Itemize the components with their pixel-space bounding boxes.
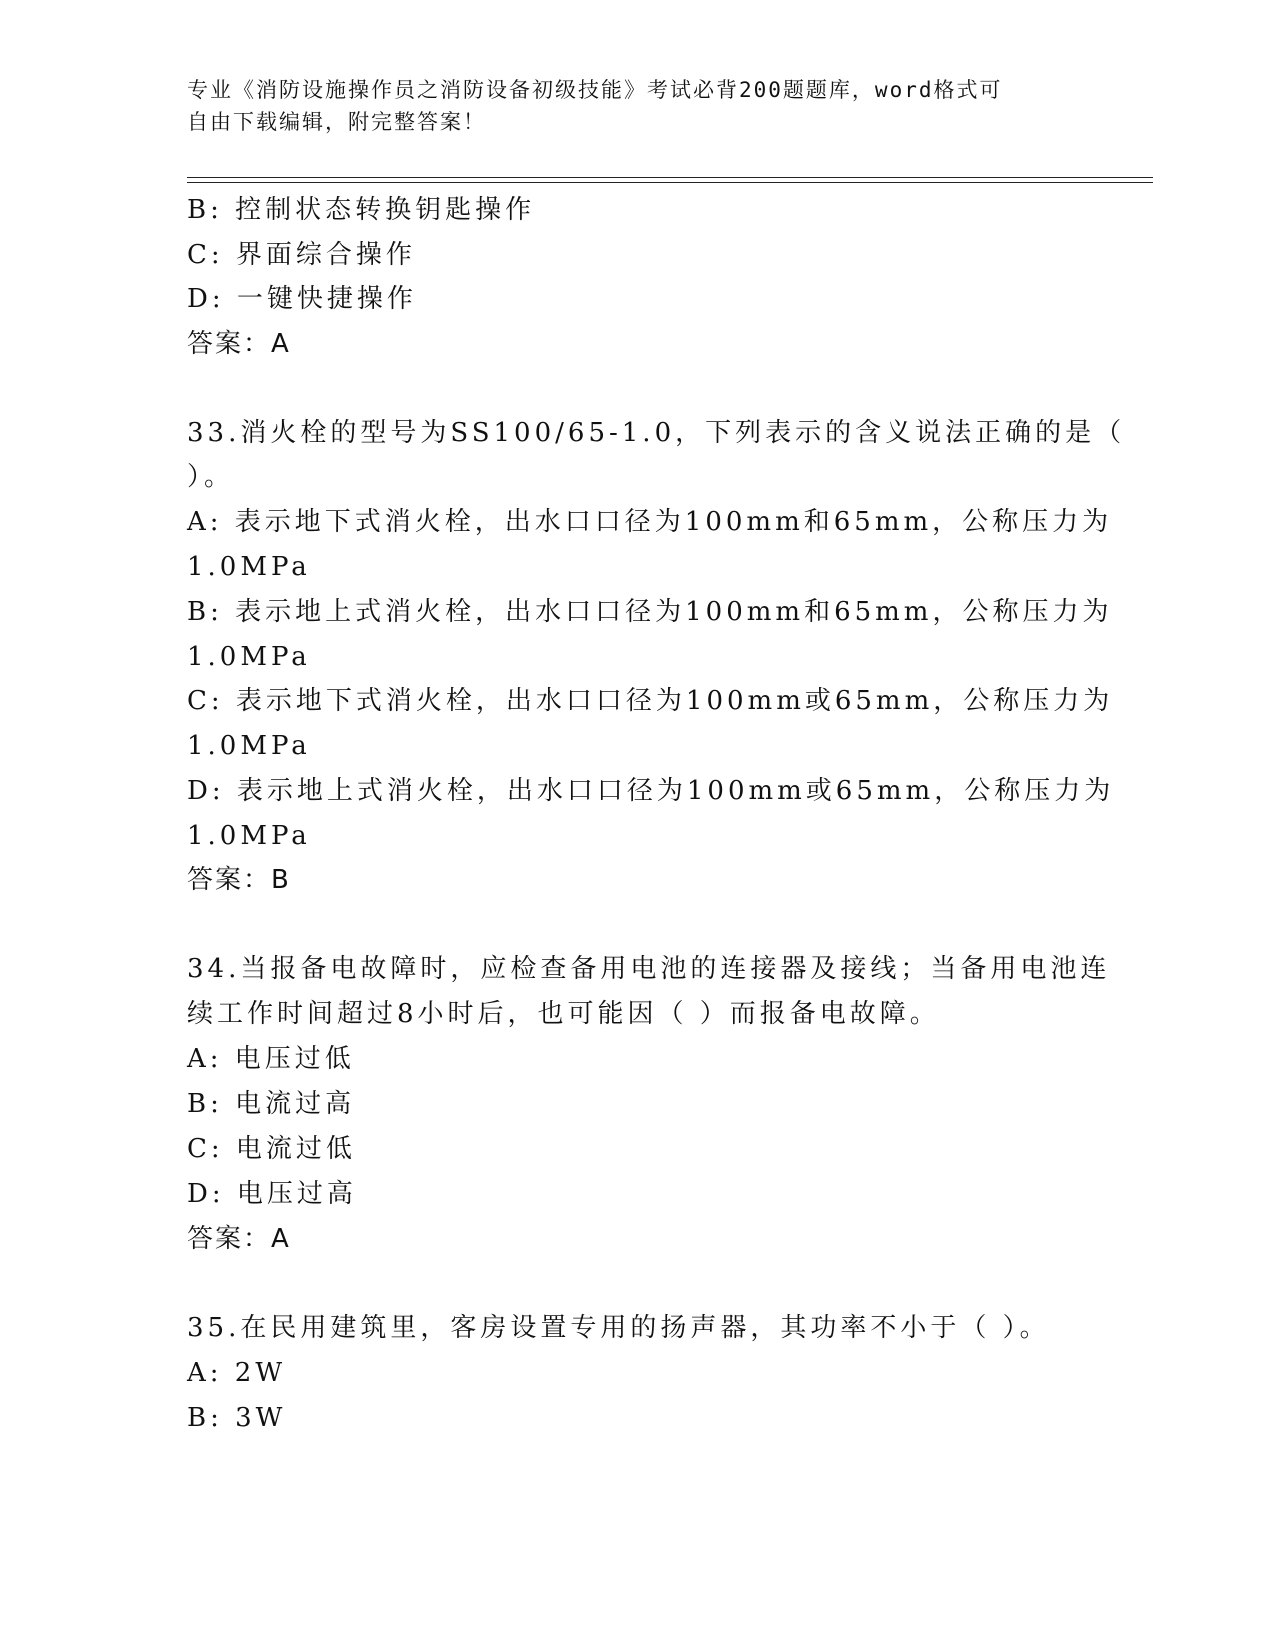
q33-option-c-line-2: 1.0MPa <box>187 731 311 761</box>
q33-option-a-line-1: A: 表示地下式消火栓，出水口口径为100mm和65mm，公称压力为 <box>187 507 1113 537</box>
q33-option-b-line-2: 1.0MPa <box>187 642 311 672</box>
q32-option-c: C: 界面综合操作 <box>187 240 416 270</box>
q35-option-b: B: 3W <box>187 1403 287 1433</box>
header-divider-bottom <box>187 182 1153 183</box>
q34-stem-line-2: 续工作时间超过8小时后，也可能因（ ）而报备电故障。 <box>187 999 940 1029</box>
q35-stem-line-1: 35.在民用建筑里，客房设置专用的扬声器，其功率不小于（ ）。 <box>187 1313 1050 1343</box>
header-divider-top <box>187 177 1153 178</box>
q34-stem-line-1: 34.当报备电故障时，应检查备用电池的连接器及接线；当备用电池连 <box>187 954 1111 984</box>
q34-option-c: C: 电流过低 <box>187 1134 356 1164</box>
q33-option-a-line-2: 1.0MPa <box>187 552 311 582</box>
q34-option-d: D: 电压过高 <box>187 1179 357 1209</box>
q33-answer: 答案：B <box>187 865 291 895</box>
q32-answer: 答案：A <box>187 329 291 359</box>
q33-option-d-line-1: D: 表示地上式消火栓，出水口口径为100mm或65mm，公称压力为 <box>187 776 1115 806</box>
q34-option-b: B: 电流过高 <box>187 1089 356 1119</box>
q33-stem-line-1: 33.消火栓的型号为SS100/65-1.0，下列表示的含义说法正确的是（ <box>187 418 1126 448</box>
q32-option-d: D: 一键快捷操作 <box>187 284 417 314</box>
q32-option-b: B: 控制状态转换钥匙操作 <box>187 195 536 225</box>
q33-option-c-line-1: C: 表示地下式消火栓，出水口口径为100mm或65mm，公称压力为 <box>187 686 1114 716</box>
q34-option-a: A: 电压过低 <box>187 1044 355 1074</box>
document-header <box>187 74 1087 138</box>
header-line-2: 自由下载编辑，附完整答案！ <box>187 110 486 134</box>
q35-option-a: A: 2W <box>187 1358 287 1388</box>
q34-answer: 答案：A <box>187 1224 291 1254</box>
q33-option-b-line-1: B: 表示地上式消火栓，出水口口径为100mm和65mm，公称压力为 <box>187 597 1113 627</box>
q33-option-d-line-2: 1.0MPa <box>187 821 311 851</box>
q33-stem-line-2: ）。 <box>187 462 235 492</box>
header-line-1: 专业《消防设施操作员之消防设备初级技能》考试必背200题题库，word格式可 <box>187 78 1003 102</box>
